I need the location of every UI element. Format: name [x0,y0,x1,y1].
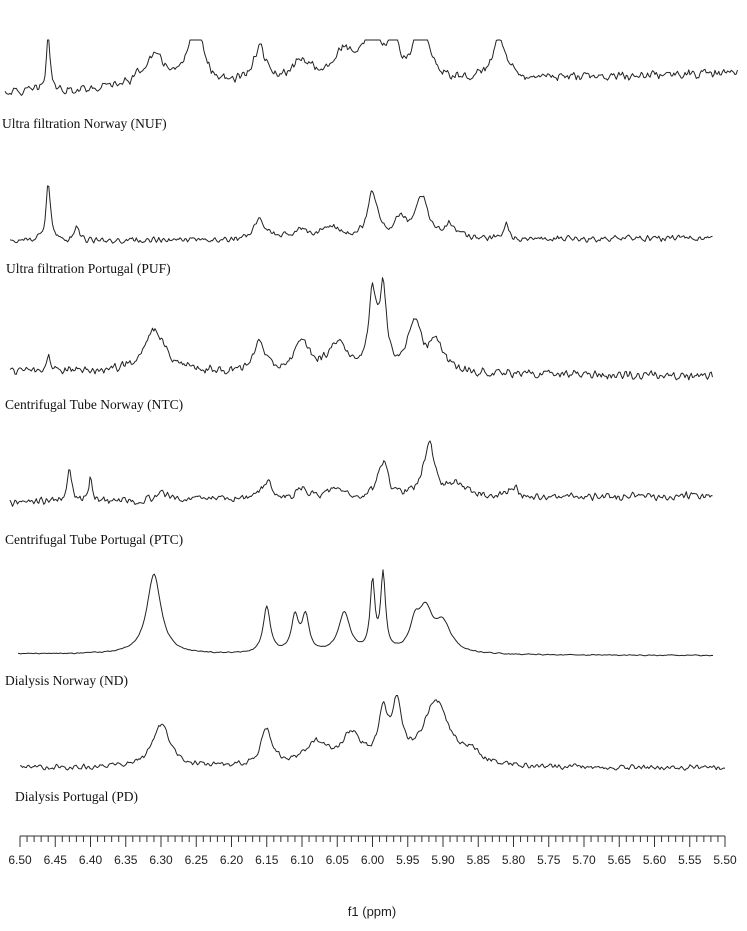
ppm-tick-label: 5.55 [678,853,702,867]
ppm-tick-label: 5.90 [431,853,455,867]
ppm-tick-label: 6.40 [78,853,103,867]
ppm-tick-label: 6.10 [290,853,314,867]
ppm-tick-label: 5.80 [501,853,526,867]
spectrum-label-puf: Ultra filtration Portugal (PUF) [6,261,171,276]
ppm-axis-ticks [8,836,737,867]
ppm-tick-label: 5.85 [466,853,490,867]
ppm-tick-label: 6.45 [43,853,67,867]
ppm-tick-label: 6.00 [360,853,385,867]
spectrum-trace-nd [18,570,713,656]
ppm-tick-label: 6.20 [219,853,244,867]
spectrum-group-ptc [5,441,713,547]
ppm-tick-label: 6.35 [114,853,138,867]
ppm-axis-title: f1 (ppm) [347,904,397,919]
ppm-tick-label: 5.65 [607,853,631,867]
ppm-axis [8,836,737,919]
spectrum-label-ptc: Centrifugal Tube Portugal (PTC) [5,532,184,547]
spectrum-trace-puf [10,186,713,243]
ppm-tick-label: 6.05 [325,853,349,867]
ppm-tick-label: 5.50 [713,853,737,867]
ppm-tick-label: 6.15 [255,853,279,867]
spectrum-group-ntc [5,278,713,412]
ppm-tick-label: 5.60 [642,853,667,867]
ppm-tick-label: 6.50 [8,853,32,867]
spectrum-trace-nuf [5,40,738,95]
spectrum-group-pd [15,696,725,805]
spectrum-label-ntc: Centrifugal Tube Norway (NTC) [5,397,184,412]
ppm-tick-label: 6.25 [184,853,208,867]
spectrum-trace-pd [20,696,725,771]
spectrum-group-puf [6,186,713,276]
ppm-tick-label: 6.30 [149,853,173,867]
ppm-tick-label: 5.75 [537,853,561,867]
spectrum-label-nuf: Ultra filtration Norway (NUF) [2,116,167,131]
ppm-tick-label: 5.95 [396,853,420,867]
spectrum-label-nd: Dialysis Norway (ND) [5,673,128,688]
spectrum-trace-ntc [10,278,713,380]
ppm-tick-label: 5.70 [572,853,596,867]
spectrum-group-nuf [2,40,738,131]
spectrum-label-pd: Dialysis Portugal (PD) [15,789,138,804]
spectrum-group-nd [5,570,713,688]
spectrum-trace-ptc [10,441,713,506]
